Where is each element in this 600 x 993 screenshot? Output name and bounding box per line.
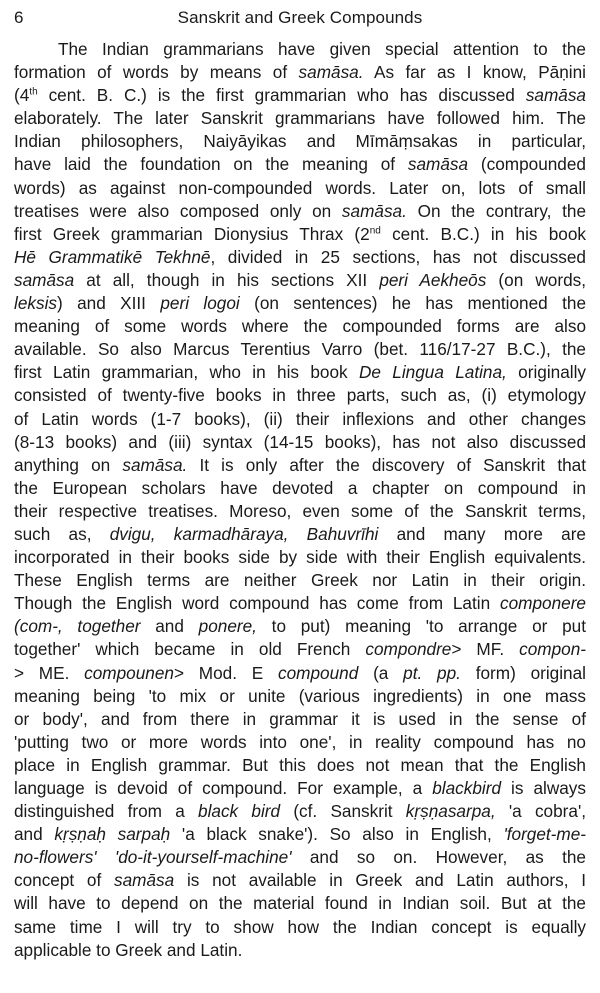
text-line (14, 500, 586, 523)
text-segment: concept of (14, 870, 115, 891)
superscript-text: nd (369, 225, 381, 237)
text-segment: language is devoid of compound. For example, a (14, 778, 433, 798)
text-segment: It is only after the discovery of Sanskrit that (187, 454, 587, 475)
text-segment: anything on (14, 454, 123, 475)
italic-text: samāsa (525, 85, 586, 106)
text-line (14, 223, 586, 246)
italic-text: dvigu, karmadhāraya, Bahuvrīhi (109, 523, 379, 544)
text-segment: together' which became in old French (14, 639, 366, 660)
text-segment: the European scholars have devoted a chapter on compound in (14, 477, 586, 498)
text-line (14, 361, 586, 384)
page-header (14, 8, 586, 30)
italic-text: Hē Grammatikē Tekhnē (14, 246, 211, 267)
text-segment: applicable to Greek and Latin. (14, 939, 243, 960)
text-line (14, 708, 586, 731)
text-segment: available. So also Marcus Terentius Varro (bet. 116/17-27 B.C.), the (14, 339, 586, 360)
italic-text: peri Aekheōs (379, 269, 487, 290)
text-segment: is not available in Greek and Latin authors, I (174, 870, 586, 891)
italic-text: samāsa. (298, 62, 364, 83)
text-segment: Indian philosophers, Naiyāyikas and Mīmāṃsakas in particular, (14, 131, 586, 152)
body-paragraph (14, 38, 586, 962)
text-segment: and so on. However, as the (291, 847, 586, 868)
text-segment: ) and XIII (56, 293, 161, 314)
text-segment: The Indian grammarians have given special attention to the (58, 39, 586, 59)
text-line (14, 754, 586, 777)
italic-text: peri logoi (160, 293, 240, 314)
text-segment: (compounded (468, 154, 586, 175)
text-segment: (on sentences) he has mentioned the (239, 293, 587, 314)
text-line (14, 177, 586, 200)
text-line (14, 61, 586, 84)
text-line (14, 800, 586, 823)
text-segment: formation of words by means of (14, 62, 299, 83)
superscript-text: th (29, 86, 38, 98)
text-segment: > Mod. E (173, 662, 279, 683)
text-segment: such as, (14, 523, 110, 544)
italic-text: componere (500, 593, 586, 614)
text-segment: elaborately. The later Sanskrit grammarians have followed him. The (14, 108, 586, 129)
text-segment: and many more are (378, 523, 586, 544)
text-segment: cent. B.C.) in his book (380, 223, 586, 244)
text-line (14, 477, 586, 500)
text-segment: place in English grammar. But this does not mean that the English (14, 754, 586, 775)
italic-text: black bird (198, 801, 281, 822)
text-line (14, 592, 586, 615)
text-segment: These English terms are neither Greek nor Latin in their origin. (14, 570, 586, 591)
text-line (14, 130, 586, 153)
text-segment: will have to depend on the material found in Indian soil. But at the (14, 893, 586, 914)
text-segment: On the contrary, the (406, 200, 587, 221)
running-title: Sanskrit and Greek Compounds (177, 8, 423, 27)
text-segment: meaning of some words where the compounded forms are also (14, 316, 586, 337)
text-segment: Though the English word compound has come from Latin (14, 593, 500, 614)
text-segment: (4 (14, 85, 30, 106)
text-line (14, 269, 586, 292)
text-line (14, 153, 586, 176)
text-segment: words) as against non-compounded words. Later on, lots of small (14, 177, 586, 198)
text-line (14, 731, 586, 754)
italic-text: blackbird (432, 778, 502, 798)
text-line (14, 338, 586, 361)
text-line (14, 892, 586, 915)
text-segment: (on words, (486, 269, 586, 290)
text-line (14, 638, 586, 661)
text-segment: meaning being 'to mix or unite (various ingredients) in one mass (14, 685, 586, 706)
text-segment: > MF. (451, 639, 520, 660)
text-segment: first Greek grammarian Dionysius Thrax (2 (14, 223, 370, 244)
italic-text: samāsa (14, 269, 75, 290)
italic-text: compounen (84, 662, 174, 683)
italic-text: kṛṣṇasarpa, (405, 801, 496, 822)
text-line (14, 823, 586, 846)
text-segment: first Latin grammarian, who in his book (14, 362, 359, 383)
text-line (14, 662, 586, 685)
italic-text: compondre (365, 639, 452, 660)
text-line (14, 384, 586, 407)
text-line (14, 869, 586, 892)
text-segment: their respective treatises. Moreso, even some of the Sanskrit terms, (14, 500, 586, 521)
text-segment: cent. B. C.) is the first grammarian who has discussed (37, 85, 526, 106)
italic-text: kṛṣṇaḥ sarpaḥ (54, 824, 171, 845)
italic-text: (com-, together (14, 616, 141, 637)
text-segment: same time I will try to show how the Indian concept is equally (14, 916, 586, 937)
italic-text: De Lingua Latina, (358, 362, 507, 383)
italic-text: no-flowers' 'do-it-yourself-machine' (14, 847, 292, 868)
text-line (14, 107, 586, 130)
text-line (14, 615, 586, 638)
text-line (14, 84, 586, 107)
text-line (14, 408, 586, 431)
text-segment: > ME. (14, 662, 85, 683)
text-line (14, 546, 586, 569)
text-segment: (a (358, 662, 404, 683)
text-line (14, 431, 586, 454)
text-line (14, 38, 586, 61)
text-segment: have laid the foundation on the meaning of (14, 154, 408, 175)
italic-text: compon- (519, 639, 586, 660)
text-segment: and (140, 616, 199, 637)
italic-text: samāsa (407, 154, 469, 175)
text-line (14, 315, 586, 338)
italic-text: ponere, (198, 616, 257, 637)
text-line (14, 292, 586, 315)
text-segment: originally (506, 362, 586, 383)
text-segment: distinguished from a (14, 801, 199, 822)
italic-text: pt. pp. (403, 662, 461, 683)
text-line (14, 939, 586, 962)
text-line (14, 916, 586, 939)
text-segment: or body', and from there in grammar it is used in the sense of (14, 708, 586, 729)
italic-text: 'forget-me- (503, 824, 587, 845)
text-segment: As far as I know, Pāṇini (363, 62, 586, 83)
text-segment: 'a black snake'). So also in English, (170, 824, 504, 845)
text-line (14, 685, 586, 708)
text-segment: and (14, 824, 55, 845)
text-segment: treatises were also composed only on (14, 200, 342, 221)
text-line (14, 846, 586, 869)
italic-text: leksis (14, 293, 57, 314)
text-segment: (8-13 books) and (iii) syntax (14-15 books), has not also discussed (14, 431, 586, 452)
italic-text: samāsa (114, 870, 175, 891)
text-segment: to put) meaning 'to arrange or put (256, 616, 586, 637)
text-segment: , divided in 25 sections, has not discussed (210, 246, 586, 267)
text-segment: consisted of twenty-five books in three parts, such as, (i) etymology (14, 385, 586, 406)
text-segment: form) original (460, 662, 586, 683)
text-line (14, 777, 586, 800)
text-line (14, 200, 586, 223)
italic-text: samāsa. (122, 454, 188, 475)
italic-text: compound (278, 662, 359, 683)
text-segment: incorporated in their books side by side with their English equivalents. (14, 547, 586, 568)
text-line (14, 246, 586, 269)
text-line (14, 454, 586, 477)
text-segment: of Latin words (1-7 books), (ii) their inflexions and other changes (14, 408, 586, 429)
text-segment: 'putting two or more words into one', in reality compound has no (14, 731, 586, 752)
text-segment: 'a cobra', (495, 801, 587, 822)
text-segment: at all, though in his sections XII (74, 269, 380, 290)
text-segment: (cf. Sanskrit (280, 801, 406, 822)
text-segment: is always (501, 778, 586, 798)
text-line (14, 569, 586, 592)
page-number: 6 (14, 8, 24, 27)
italic-text: samāsa. (341, 200, 407, 221)
text-line (14, 523, 586, 546)
